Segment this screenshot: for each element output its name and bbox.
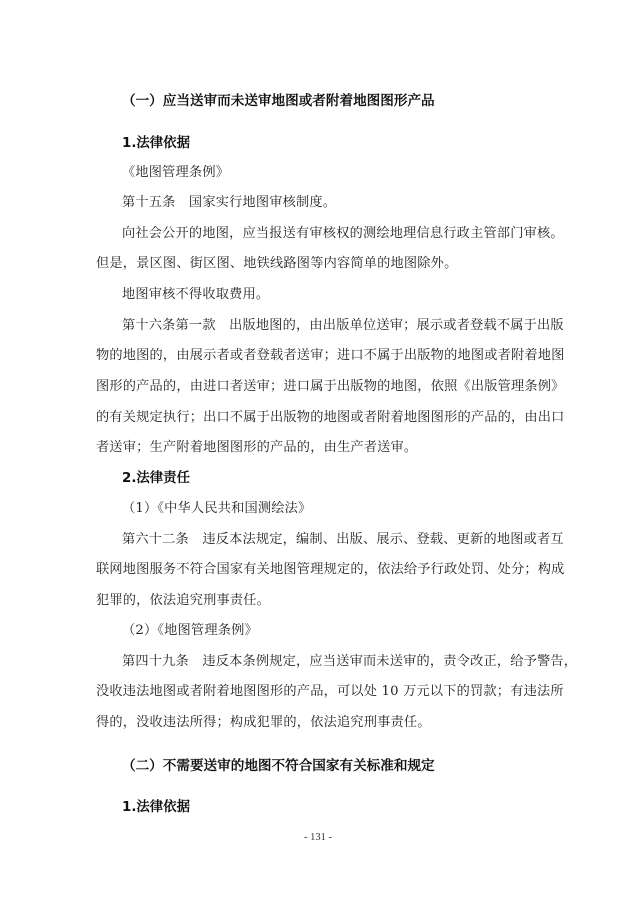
article-62-line: 联网地图服务不符合国家有关地图管理规定的，依法给予行政处罚、处分；构成 [96, 562, 565, 577]
article-62-line: 犯罪的，依法追究刑事责任。 [96, 593, 271, 608]
article-16-line: 第十六条第一款 出版地图的，由出版单位送审；展示或者登载不属于出版 [122, 318, 564, 333]
section-heading-2: （二）不需要送审的地图不符合国家有关标准和规定 [122, 758, 435, 774]
section-heading-1: （一）应当送审而未送审地图或者附着地图图形产品 [122, 93, 435, 109]
article-15-paragraph-line: 向社会公开的地图，应当报送有审核权的测绘地理信息行政主管部门审核。 [122, 226, 564, 241]
legal-basis-heading: 1.法律依据 [122, 136, 190, 151]
article-49-line: 没收违法地图或者附着地图图形的产品，可以处 10 万元以下的罚款；有违法所 [96, 684, 564, 699]
legal-basis-heading-2: 1.法律依据 [122, 800, 190, 815]
legal-liability-heading: 2.法律责任 [122, 471, 190, 486]
article-15-text: 第十五条 国家实行地图审核制度。 [122, 195, 337, 210]
article-62-line: 第六十二条 违反本法规定，编制、出版、展示、登载、更新的地图或者互 [122, 532, 564, 547]
article-15-paragraph-line: 地图审核不得收取费用。 [122, 287, 270, 302]
page-number: - 131 - [304, 832, 332, 843]
article-49-line: 得的，没收违法所得；构成犯罪的，依法追究刑事责任。 [96, 715, 431, 730]
article-16-line: 图形的产品的，由进口者送审；进口属于出版物的地图，依照《出版管理条例》 [96, 379, 565, 394]
article-15-paragraph-line: 但是，景区图、街区图、地铁线路图等内容简单的地图除外。 [96, 256, 458, 271]
regulation-title: 《地图管理条例》 [122, 165, 230, 180]
surveying-law-title: （1）《中华人民共和国测绘法》 [122, 501, 312, 516]
article-16-line: 物的地图的，由展示者或者登载者送审；进口不属于出版物的地图或者附着地图 [96, 348, 565, 363]
article-16-line: 者送审；生产附着地图图形的产品的，由生产者送审。 [96, 440, 418, 455]
article-16-line: 的有关规定执行；出口不属于出版物的地图或者附着地图图形的产品的，由出口 [96, 410, 565, 425]
map-regulation-title: （2）《地图管理条例》 [122, 623, 258, 638]
article-49-line: 第四十九条 违反本条例规定，应当送审而未送审的，责令改正，给予警告， [122, 654, 578, 669]
